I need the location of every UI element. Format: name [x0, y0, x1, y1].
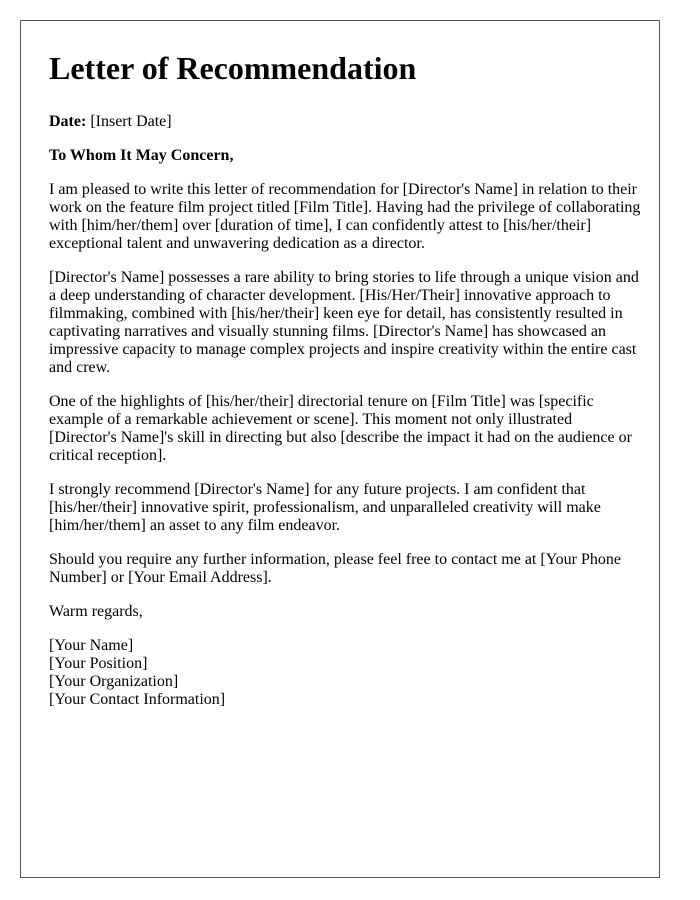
- date-value: [Insert Date]: [90, 113, 172, 130]
- body-paragraph-5: Should you require any further information, please feel free to contact me at [Your Phone Number] or [Your Email Address].: [49, 551, 621, 586]
- body-paragraph-3: One of the highlights of [his/her/their] directorial tenure on [Film Title] was [specific example of a remarkable achievement or scene]. This moment not only illustrated [Director's Name]'s skill in directing but also [describe the impact it had on the audience or critical reception].: [49, 393, 632, 464]
- greeting: To Whom It May Concern,: [49, 147, 234, 164]
- signature-block: [49, 637, 641, 709]
- date-line: [49, 113, 641, 131]
- date-label: Date:: [49, 113, 87, 130]
- letter-page: [20, 20, 660, 878]
- body-paragraph-4: I strongly recommend [Director's Name] for any future projects. I am confident that [his/her/their] innovative spirit, professionalism, and unparalleled creativity will make [him/her/them] an asset to any film endeavor.: [49, 481, 601, 534]
- signature-name: [Your Name]: [49, 637, 134, 654]
- letter-content: [49, 47, 641, 725]
- body-paragraph-1: I am pleased to write this letter of recommendation for [Director's Name] in relation to their work on the feature film project titled [Film Title]. Having had the privilege of collaborating with [him/her/them] over [duration of time], I can confidently attest to [his/her/their] exceptional talent and unwavering dedication as a director.: [49, 181, 641, 252]
- signature-position: [Your Position]: [49, 655, 148, 672]
- body-paragraph-2: [Director's Name] possesses a rare ability to bring stories to life through a unique vision and a deep understanding of character development. [His/Her/Their] innovative approach to filmmaking, combined with [his/her/their] keen eye for detail, has consistently resulted in captivating narratives and visually stunning films. [Director's Name] has showcased an impressive capacity to manage complex projects and inspire creativity within the entire cast and crew.: [49, 269, 639, 376]
- signature-contact: [Your Contact Information]: [49, 691, 226, 708]
- signature-organization: [Your Organization]: [49, 673, 179, 690]
- closing: Warm regards,: [49, 603, 143, 620]
- letter-title: Letter of Recommendation: [49, 50, 417, 86]
